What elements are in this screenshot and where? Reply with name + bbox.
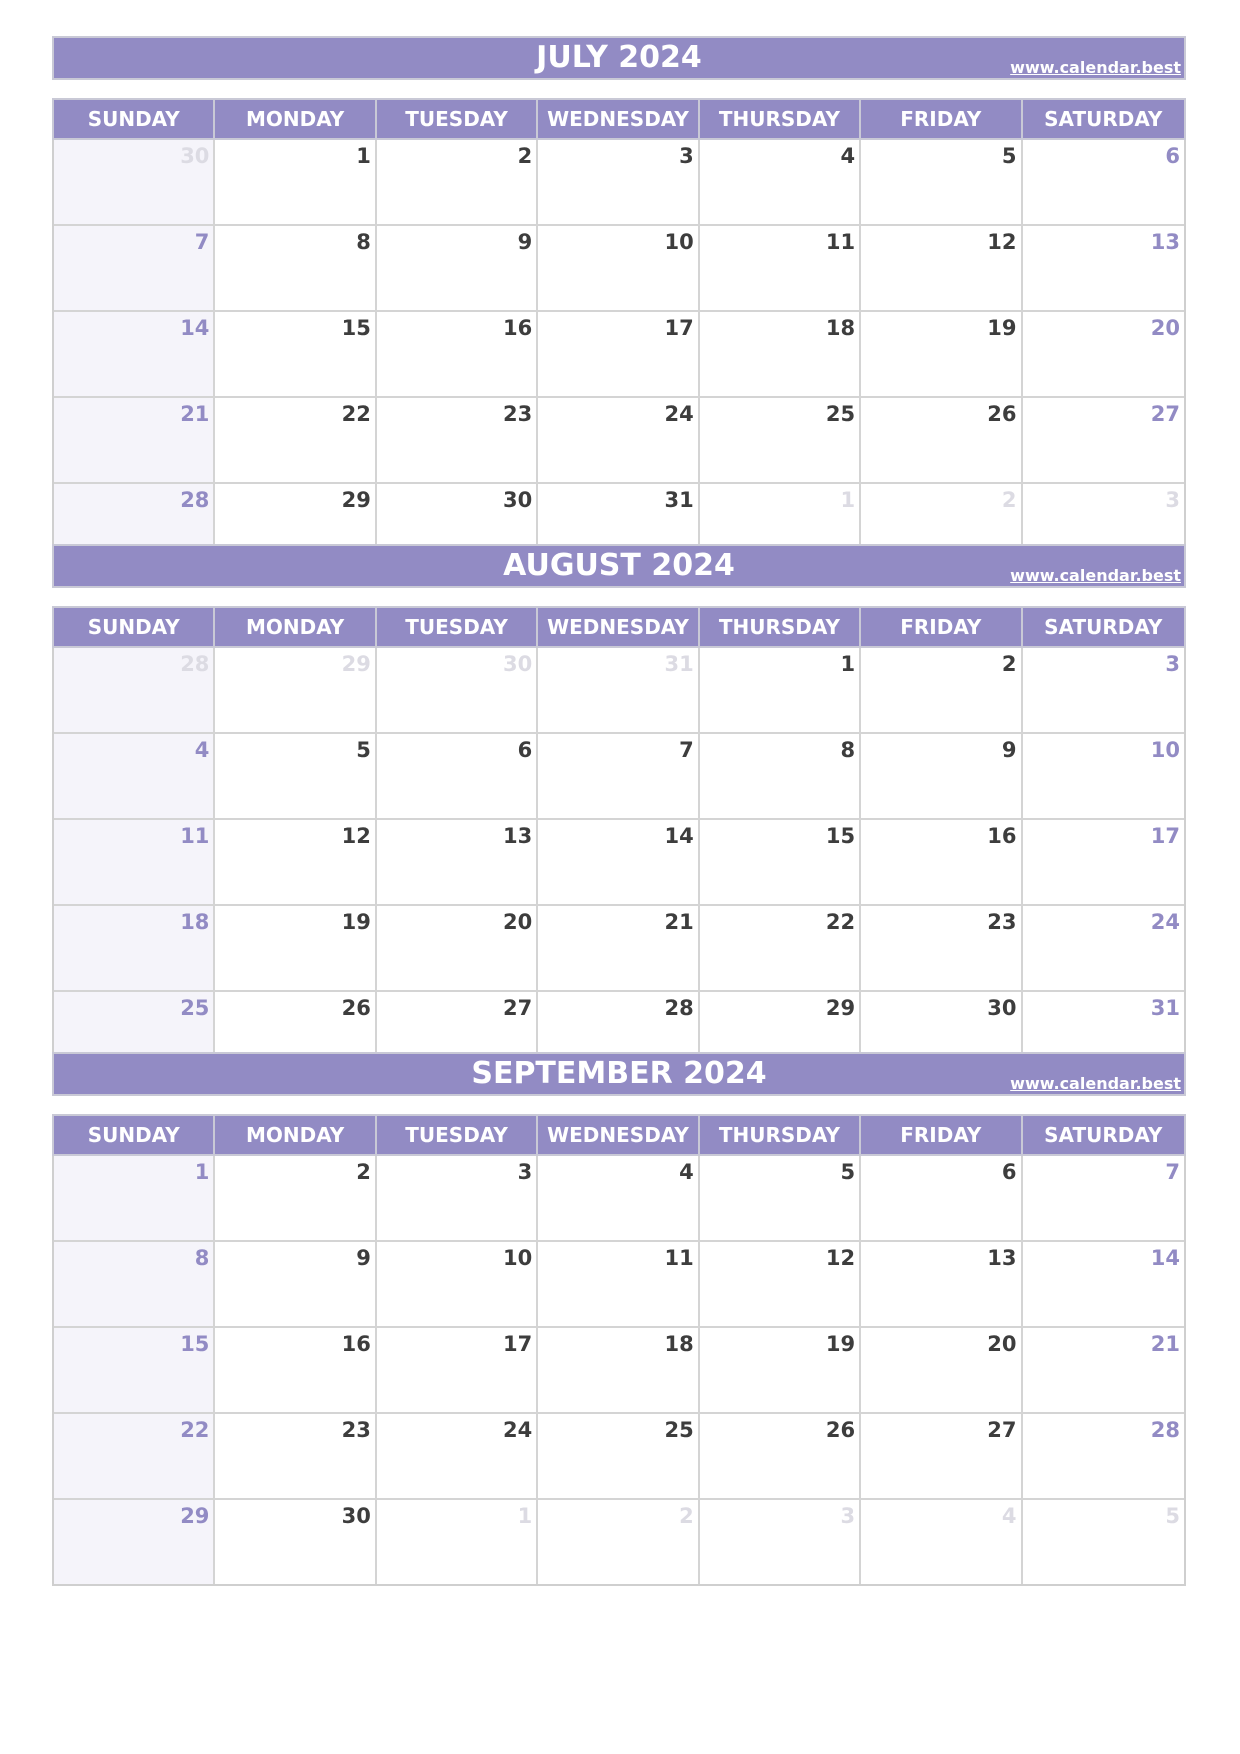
day-cell: [700, 734, 861, 818]
day-cell: [861, 906, 1022, 990]
day-number: 30: [503, 488, 533, 512]
weekday-header-row: [52, 606, 1186, 648]
site-link[interactable]: www.calendar.best: [1010, 566, 1181, 585]
day-number: 15: [341, 316, 371, 340]
day-number: 8: [194, 1246, 210, 1270]
week-row: [54, 312, 1184, 398]
month-calendar: [52, 544, 1186, 1020]
day-number: 4: [840, 144, 856, 168]
day-number: 23: [341, 1418, 371, 1442]
day-cell: [700, 226, 861, 310]
day-cell: [538, 398, 699, 482]
day-cell: [377, 906, 538, 990]
day-number: 28: [1150, 1418, 1180, 1442]
day-number: 29: [341, 488, 371, 512]
month-calendar: [52, 1052, 1186, 1528]
day-number: 1: [840, 488, 856, 512]
day-number: 8: [840, 738, 856, 762]
day-number: 24: [503, 1418, 533, 1442]
day-cell: [861, 140, 1022, 224]
day-cell: [215, 820, 376, 904]
day-number: 21: [1150, 1332, 1180, 1356]
day-number: 27: [987, 1418, 1017, 1442]
weekday-header: SUNDAY: [54, 608, 215, 646]
day-number: 10: [664, 230, 694, 254]
day-number: 11: [664, 1246, 694, 1270]
day-number: 4: [679, 1160, 694, 1184]
day-cell: [1023, 906, 1184, 990]
day-number: 7: [194, 230, 210, 254]
week-row: [54, 398, 1184, 484]
day-cell: [215, 1242, 376, 1326]
day-cell: [861, 1328, 1022, 1412]
weeks-container: [52, 140, 1186, 570]
day-cell: [861, 648, 1022, 732]
day-number: 2: [679, 1504, 694, 1528]
day-number: 25: [664, 1418, 694, 1442]
day-number: 16: [987, 824, 1017, 848]
day-number: 2: [1001, 652, 1017, 676]
day-number: 8: [356, 230, 371, 254]
weekday-header: TUESDAY: [377, 100, 538, 138]
day-number: 31: [1150, 996, 1180, 1020]
week-row: [54, 648, 1184, 734]
day-cell: [377, 820, 538, 904]
day-cell: [700, 648, 861, 732]
day-cell: [1023, 648, 1184, 732]
weekday-header: FRIDAY: [861, 1116, 1022, 1154]
day-number: 30: [180, 144, 210, 168]
day-cell-outside-month: [54, 648, 215, 732]
day-number: 28: [664, 996, 694, 1020]
week-row: [54, 1500, 1184, 1584]
day-cell: [538, 1414, 699, 1498]
week-row: [54, 226, 1184, 312]
day-number: 18: [664, 1332, 694, 1356]
calendar-grid: [52, 1114, 1186, 1586]
day-cell: [861, 1242, 1022, 1326]
month-title: JULY 2024: [536, 40, 702, 75]
month-calendar: [52, 36, 1186, 512]
day-number: 19: [987, 316, 1017, 340]
day-cell: [700, 140, 861, 224]
day-number: 6: [1001, 1160, 1017, 1184]
day-cell: [1023, 820, 1184, 904]
calendar-grid: [52, 98, 1186, 570]
day-number: 22: [341, 402, 371, 426]
day-cell: [377, 734, 538, 818]
weekday-header: WEDNESDAY: [538, 608, 699, 646]
week-row: [54, 1156, 1184, 1242]
week-row: [54, 1328, 1184, 1414]
day-number: 27: [503, 996, 533, 1020]
day-cell-outside-month: [538, 648, 699, 732]
day-number: 30: [341, 1504, 371, 1528]
day-number: 23: [987, 910, 1017, 934]
day-cell: [538, 1242, 699, 1326]
day-cell: [54, 820, 215, 904]
day-number: 7: [679, 738, 694, 762]
day-cell-outside-month: [861, 1500, 1022, 1584]
weekday-header: WEDNESDAY: [538, 1116, 699, 1154]
day-cell: [377, 398, 538, 482]
day-cell: [54, 312, 215, 396]
day-number: 26: [341, 996, 371, 1020]
week-row: [54, 820, 1184, 906]
day-number: 1: [517, 1504, 533, 1528]
week-row: [54, 1242, 1184, 1328]
day-number: 30: [987, 996, 1017, 1020]
day-number: 30: [503, 652, 533, 676]
day-number: 22: [180, 1418, 210, 1442]
day-number: 19: [341, 910, 371, 934]
day-number: 1: [356, 144, 371, 168]
day-cell-outside-month: [377, 648, 538, 732]
day-number: 12: [825, 1246, 856, 1270]
day-number: 18: [180, 910, 210, 934]
day-cell: [700, 1156, 861, 1240]
day-number: 4: [194, 738, 210, 762]
day-number: 5: [1001, 144, 1017, 168]
day-cell: [700, 1242, 861, 1326]
day-cell-outside-month: [700, 1500, 861, 1584]
day-number: 29: [825, 996, 856, 1020]
weeks-container: [52, 648, 1186, 1078]
day-number: 29: [341, 652, 371, 676]
weekday-header: MONDAY: [215, 1116, 376, 1154]
day-cell: [700, 906, 861, 990]
day-number: 27: [1150, 402, 1180, 426]
week-row: [54, 140, 1184, 226]
day-cell: [377, 312, 538, 396]
weekday-header-row: [52, 1114, 1186, 1156]
day-cell: [54, 906, 215, 990]
day-cell: [1023, 226, 1184, 310]
day-number: 23: [503, 402, 533, 426]
day-cell: [700, 312, 861, 396]
day-cell: [377, 1414, 538, 1498]
day-cell: [215, 734, 376, 818]
day-number: 1: [840, 652, 856, 676]
week-row: [54, 734, 1184, 820]
day-cell: [54, 1328, 215, 1412]
day-number: 18: [825, 316, 856, 340]
day-cell: [54, 1414, 215, 1498]
day-cell: [1023, 398, 1184, 482]
day-cell-outside-month: [1023, 1500, 1184, 1584]
day-number: 5: [840, 1160, 856, 1184]
day-number: 26: [987, 402, 1017, 426]
day-cell: [215, 1328, 376, 1412]
day-number: 15: [825, 824, 856, 848]
day-cell: [861, 312, 1022, 396]
day-number: 12: [987, 230, 1017, 254]
day-cell: [1023, 1328, 1184, 1412]
day-number: 9: [517, 230, 533, 254]
day-cell: [215, 312, 376, 396]
day-cell: [861, 226, 1022, 310]
day-number: 6: [517, 738, 533, 762]
day-number: 6: [1165, 144, 1180, 168]
day-number: 13: [503, 824, 533, 848]
day-number: 19: [825, 1332, 856, 1356]
day-cell: [54, 398, 215, 482]
day-number: 20: [1150, 316, 1180, 340]
day-number: 3: [1165, 652, 1180, 676]
day-number: 12: [341, 824, 371, 848]
weekday-header: MONDAY: [215, 100, 376, 138]
day-number: 21: [180, 402, 210, 426]
day-cell: [377, 226, 538, 310]
day-number: 25: [825, 402, 856, 426]
day-cell: [215, 1414, 376, 1498]
month-header: [52, 36, 1186, 80]
site-link[interactable]: www.calendar.best: [1010, 58, 1181, 77]
day-number: 24: [1150, 910, 1180, 934]
day-cell: [377, 140, 538, 224]
day-number: 25: [180, 996, 210, 1020]
weekday-header: TUESDAY: [377, 608, 538, 646]
day-cell: [377, 1156, 538, 1240]
day-number: 3: [679, 144, 694, 168]
weekday-header: THURSDAY: [700, 1116, 861, 1154]
day-number: 20: [987, 1332, 1017, 1356]
day-number: 15: [180, 1332, 210, 1356]
day-number: 17: [664, 316, 694, 340]
weekday-header: MONDAY: [215, 608, 376, 646]
site-link[interactable]: www.calendar.best: [1010, 1074, 1181, 1093]
day-cell-outside-month: [538, 1500, 699, 1584]
weekday-header: SATURDAY: [1044, 1123, 1163, 1147]
day-cell: [538, 734, 699, 818]
day-number: 2: [356, 1160, 371, 1184]
day-cell: [861, 734, 1022, 818]
weekday-header: SUNDAY: [54, 100, 215, 138]
day-number: 14: [1150, 1246, 1180, 1270]
day-cell: [54, 1500, 215, 1584]
day-cell: [861, 820, 1022, 904]
day-cell: [861, 398, 1022, 482]
day-number: 16: [503, 316, 533, 340]
day-number: 5: [356, 738, 371, 762]
weekday-header: WEDNESDAY: [538, 100, 699, 138]
calendar-grid: [52, 606, 1186, 1078]
day-number: 1: [194, 1160, 210, 1184]
day-number: 2: [517, 144, 533, 168]
day-cell: [700, 820, 861, 904]
day-cell: [700, 1414, 861, 1498]
day-cell-outside-month: [377, 1500, 538, 1584]
weekday-header: THURSDAY: [700, 608, 861, 646]
day-cell: [1023, 1414, 1184, 1498]
day-cell: [215, 1156, 376, 1240]
week-row: [54, 906, 1184, 992]
day-number: 10: [1150, 738, 1180, 762]
day-number: 3: [840, 1504, 856, 1528]
day-number: 9: [356, 1246, 371, 1270]
day-number: 17: [1150, 824, 1180, 848]
day-cell: [54, 734, 215, 818]
weeks-container: [52, 1156, 1186, 1586]
day-number: 28: [180, 488, 210, 512]
day-number: 14: [664, 824, 694, 848]
day-number: 21: [664, 910, 694, 934]
day-number: 9: [1001, 738, 1017, 762]
day-cell: [1023, 312, 1184, 396]
weekday-header: SATURDAY: [1044, 107, 1163, 131]
day-cell: [861, 1156, 1022, 1240]
day-cell: [700, 398, 861, 482]
weekday-header: FRIDAY: [861, 608, 1022, 646]
day-cell-outside-month: [215, 648, 376, 732]
weekday-header: TUESDAY: [377, 1116, 538, 1154]
day-number: 7: [1165, 1160, 1180, 1184]
day-number: 14: [180, 316, 210, 340]
month-title: SEPTEMBER 2024: [471, 1056, 767, 1091]
day-number: 17: [503, 1332, 533, 1356]
day-cell: [377, 1242, 538, 1326]
day-cell: [215, 1500, 376, 1584]
month-header: [52, 1052, 1186, 1096]
day-cell: [538, 226, 699, 310]
weekday-header: SUNDAY: [54, 1116, 215, 1154]
day-number: 24: [664, 402, 694, 426]
month-header: [52, 544, 1186, 588]
day-number: 26: [825, 1418, 856, 1442]
day-number: 3: [1165, 488, 1180, 512]
day-cell: [1023, 140, 1184, 224]
weekday-header: THURSDAY: [700, 100, 861, 138]
day-number: 5: [1165, 1504, 1180, 1528]
day-number: 11: [180, 824, 210, 848]
day-cell: [538, 1156, 699, 1240]
day-cell: [215, 398, 376, 482]
day-cell: [538, 312, 699, 396]
day-cell: [215, 226, 376, 310]
day-cell: [700, 1328, 861, 1412]
day-cell: [377, 1328, 538, 1412]
day-cell: [54, 226, 215, 310]
day-cell: [538, 906, 699, 990]
day-number: 3: [517, 1160, 533, 1184]
day-cell: [1023, 1242, 1184, 1326]
day-cell: [538, 820, 699, 904]
day-number: 31: [664, 488, 694, 512]
day-number: 11: [825, 230, 856, 254]
day-number: 4: [1001, 1504, 1017, 1528]
day-number: 2: [1001, 488, 1017, 512]
day-number: 16: [341, 1332, 371, 1356]
day-number: 20: [503, 910, 533, 934]
day-cell-outside-month: [54, 140, 215, 224]
day-number: 10: [503, 1246, 533, 1270]
weekday-header: SATURDAY: [1044, 615, 1163, 639]
day-cell: [538, 1328, 699, 1412]
month-title: AUGUST 2024: [503, 548, 735, 583]
day-cell: [215, 906, 376, 990]
weekday-header-row: [52, 98, 1186, 140]
day-number: 13: [987, 1246, 1017, 1270]
week-row: [54, 1414, 1184, 1500]
day-cell: [215, 140, 376, 224]
day-number: 31: [664, 652, 694, 676]
day-cell: [538, 140, 699, 224]
day-cell: [1023, 734, 1184, 818]
day-number: 13: [1150, 230, 1180, 254]
day-cell: [54, 1242, 215, 1326]
day-number: 29: [180, 1504, 210, 1528]
day-cell: [54, 1156, 215, 1240]
day-number: 28: [180, 652, 210, 676]
day-cell: [861, 1414, 1022, 1498]
day-number: 22: [825, 910, 856, 934]
day-cell: [1023, 1156, 1184, 1240]
weekday-header: FRIDAY: [861, 100, 1022, 138]
